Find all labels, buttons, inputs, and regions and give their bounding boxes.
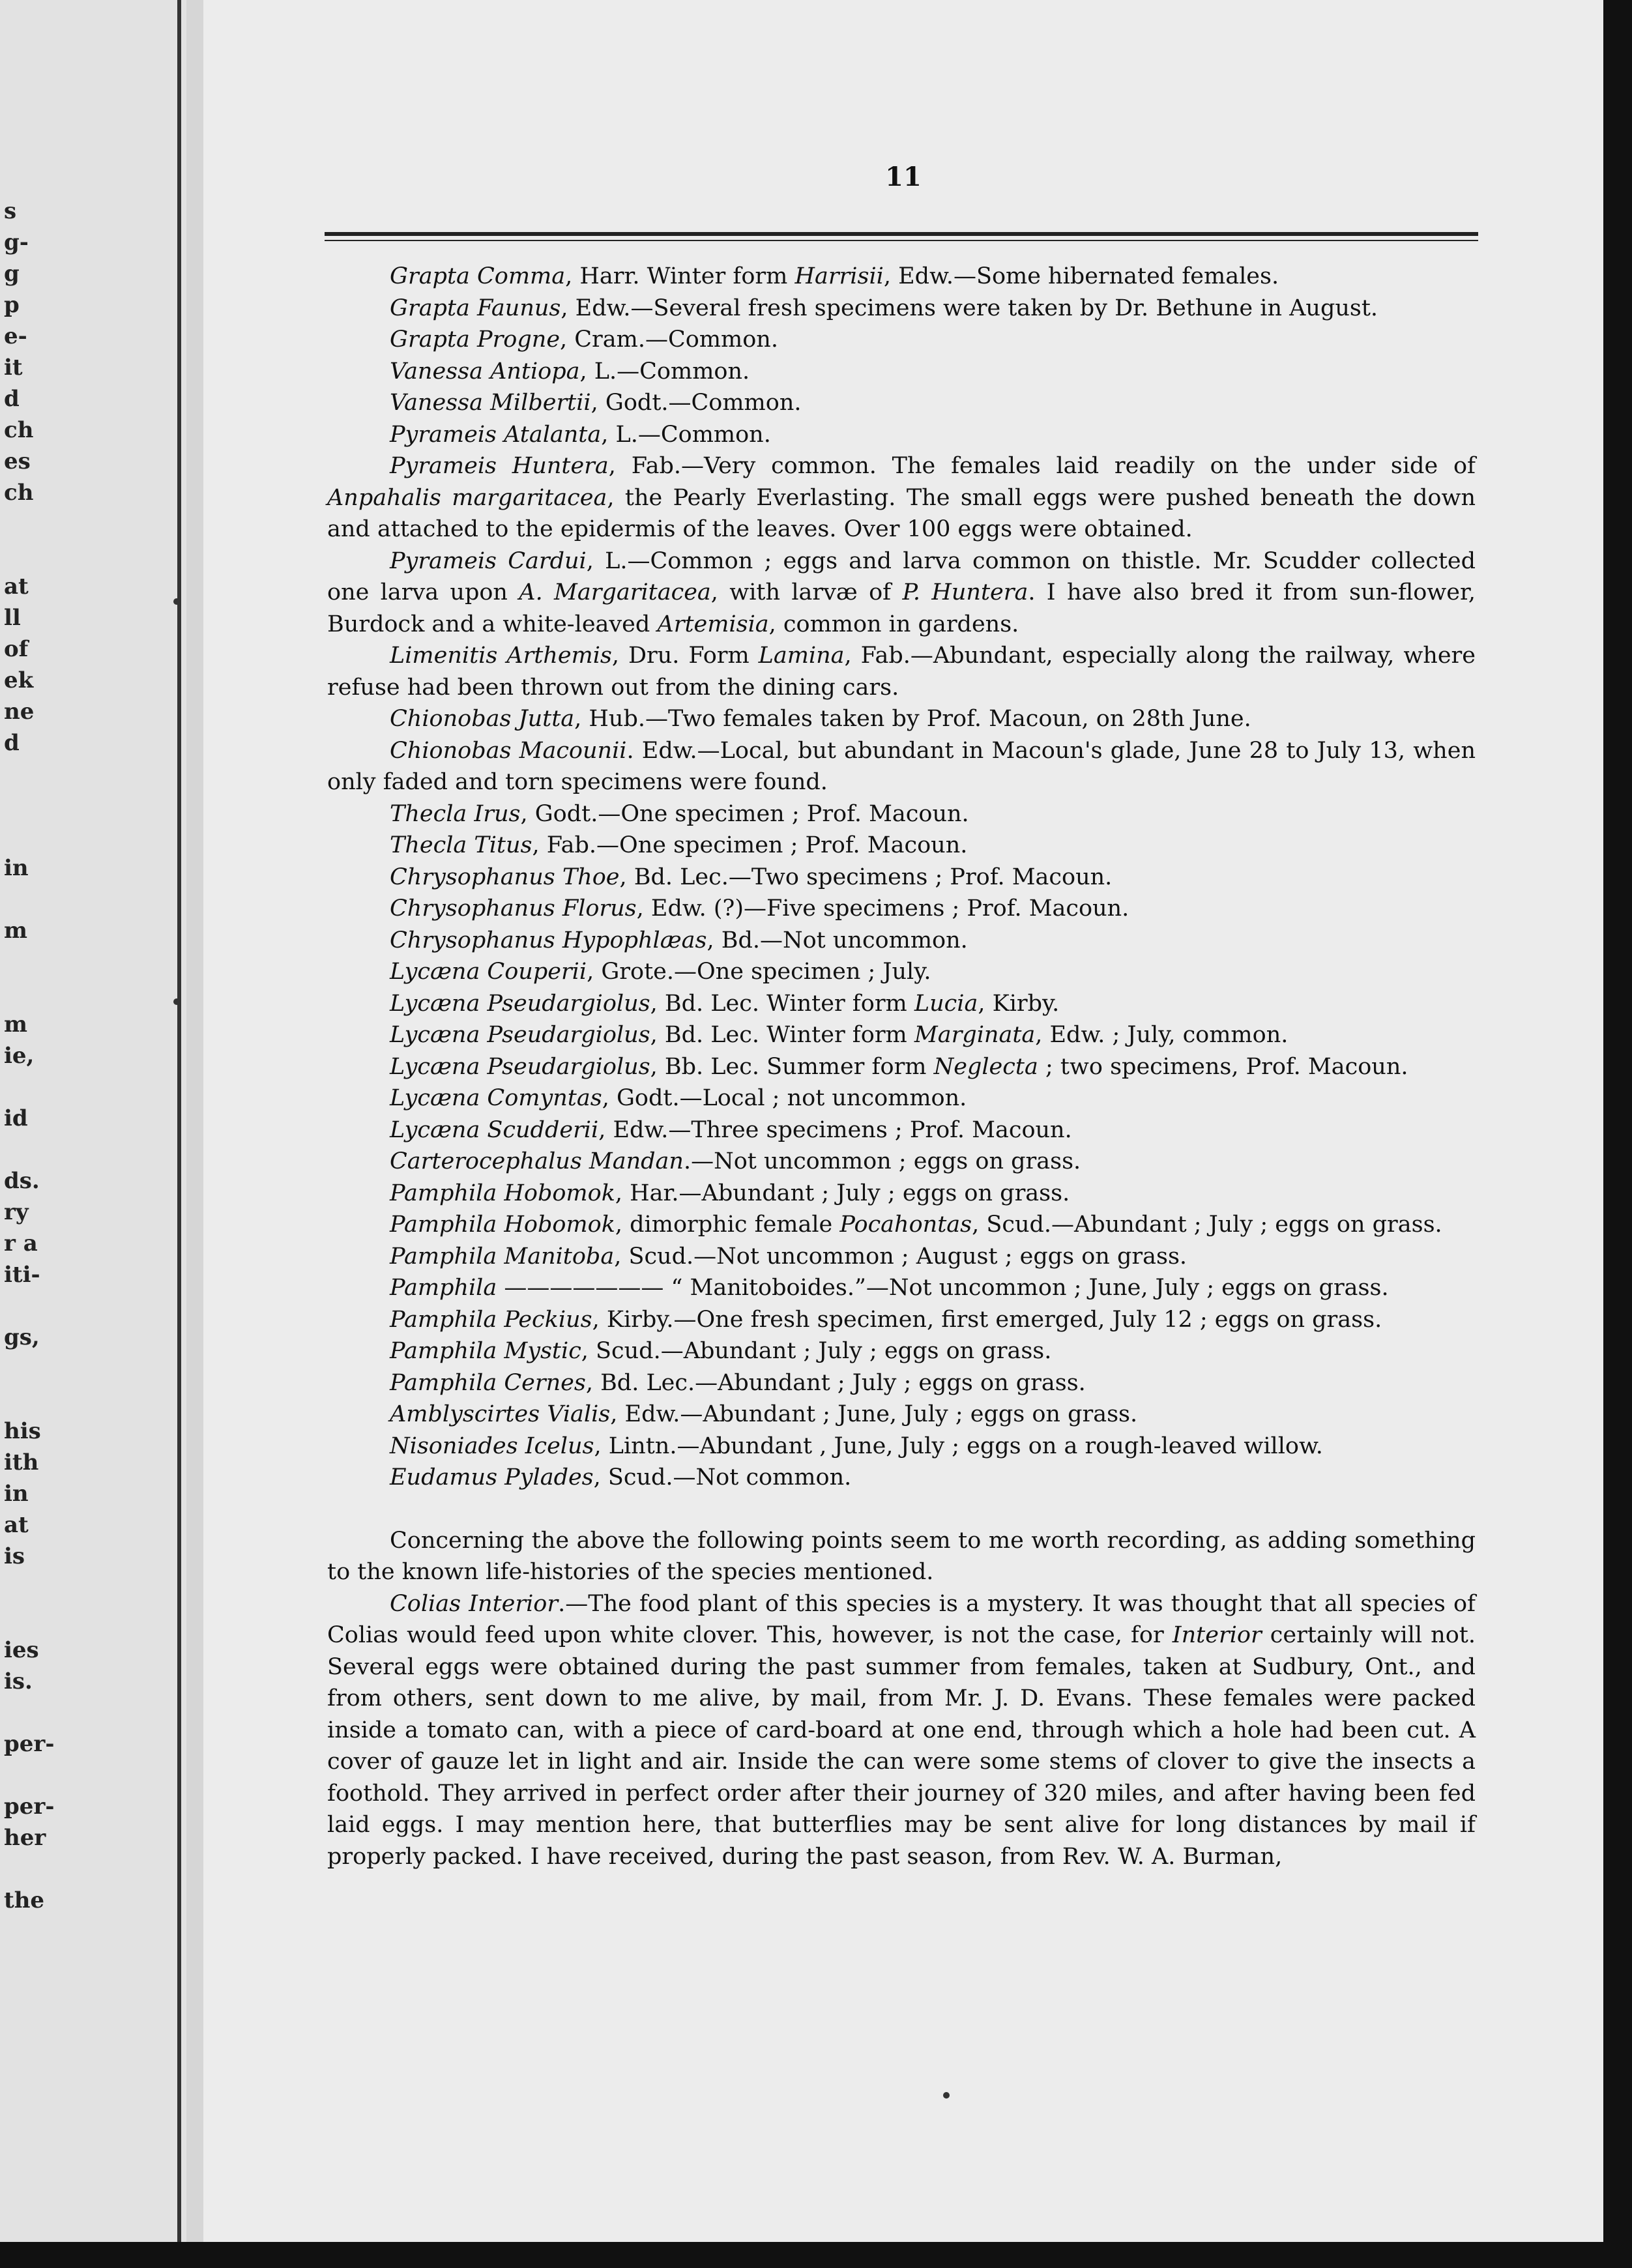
margin-fragment: his (4, 1418, 41, 1444)
italic-run: Pamphila Cernes (390, 1369, 586, 1396)
paragraph (327, 1051, 1476, 1083)
margin-fragment: d (4, 386, 20, 412)
paragraph (327, 925, 1476, 957)
paragraph (327, 261, 1476, 293)
margin-fragment (4, 508, 160, 540)
text-run: . I have also bred it from sun-flower, Burdock and a white-leaved (327, 579, 1476, 637)
italic-run: Carterocephalus Mandan (390, 1148, 684, 1174)
paragraph (327, 324, 1476, 356)
margin-fragment: ds. (4, 1168, 40, 1194)
text-run: .—The food plant of this species is a mystery. It was thought that all species of Colias would feed upon white clover. This, however, is not the case, for (327, 1590, 1476, 1648)
text-run: , Scud.—Abundant ; July ; eggs on grass. (581, 1338, 1052, 1364)
margin-fragment: id (4, 1105, 28, 1131)
previous-page-fragments (4, 196, 160, 1916)
paragraph (327, 419, 1476, 451)
paragraph (327, 1272, 1476, 1304)
margin-fragment: is (4, 1543, 25, 1569)
italic-run: Nisoniades Icelus (390, 1432, 594, 1459)
margin-fragment: ch (4, 480, 34, 506)
paragraph (327, 703, 1476, 735)
margin-fragment (4, 821, 160, 852)
text-run: ; two specimens, Prof. Macoun. (1038, 1053, 1408, 1080)
margin-fragment: m (4, 1011, 27, 1038)
margin-fragment: m (4, 918, 27, 944)
italic-run: Pamphila Hobomok (390, 1180, 615, 1206)
margin-fragment: g (4, 261, 20, 287)
text-run: , Scud.—Not uncommon ; August ; eggs on grass. (614, 1243, 1188, 1270)
text-run: , Kirby.—One fresh specimen, first emerged, July 12 ; eggs on grass. (592, 1306, 1382, 1333)
paragraph (327, 293, 1476, 325)
paragraph (327, 1399, 1476, 1431)
paragraph (327, 450, 1476, 545)
paragraph (327, 830, 1476, 862)
text-run: , Bd. Lec.—Two specimens ; Prof. Macoun. (619, 864, 1113, 890)
paragraph (327, 1588, 1476, 1873)
italic-run: Lycæna Pseudargiolus (390, 1053, 650, 1080)
margin-fragment (4, 1384, 160, 1416)
italic-run: Chrysophanus Thoe (390, 864, 620, 890)
margin-fragment: ch (4, 417, 34, 443)
text-run: , L.—Common. (601, 421, 771, 448)
text-run: , Edw.—Three specimens ; Prof. Macoun. (598, 1116, 1072, 1143)
text-run: , the Pearly Everlasting. The small eggs were pushed beneath the down and attached to the epidermis of the leaves. Over 100 eggs were obtained. (327, 484, 1476, 542)
italic-run: Grapta Comma (390, 263, 566, 289)
paragraph (327, 862, 1476, 894)
margin-fragment: iti- (4, 1262, 40, 1288)
italic-run: Pocahontas (839, 1212, 972, 1238)
italic-run: P. Huntera (902, 579, 1028, 605)
text-run: , common in gardens. (768, 611, 1019, 637)
text-run: , with larvæ of (710, 579, 903, 605)
italic-run: Vanessa Milbertii (390, 390, 591, 416)
scan-border-bottom (0, 2242, 1632, 2268)
text-run: ——————— “ Manitoboides.”—Not uncommon ; June, July ; eggs on grass. (497, 1275, 1389, 1301)
scan-border-right (1603, 0, 1632, 2268)
text-run: , Scud.—Abundant ; July ; eggs on grass. (972, 1212, 1442, 1238)
italic-run: Thecla Irus (390, 800, 521, 827)
text-run: , Har.—Abundant ; July ; eggs on grass. (615, 1180, 1070, 1206)
text-run: , Godt.—Common. (590, 390, 802, 416)
paragraph (327, 1241, 1476, 1273)
paragraph (327, 1304, 1476, 1336)
paragraph (327, 1462, 1476, 1494)
margin-fragment: in (4, 1481, 29, 1507)
margin-fragment: ll (4, 605, 21, 631)
margin-fragment (4, 1760, 160, 1791)
paragraph (327, 545, 1476, 641)
italic-run: Marginata (914, 1022, 1036, 1048)
italic-run: Grapta Progne (390, 327, 561, 353)
italic-run: Eudamus Pylades (390, 1464, 594, 1490)
paragraph (327, 1178, 1476, 1210)
margin-fragment: e- (4, 323, 27, 349)
text-run: , Kirby. (978, 990, 1060, 1017)
italic-run: Limenitis Arthemis (390, 643, 612, 669)
paragraph (327, 798, 1476, 830)
italic-run: Chrysophanus Florus (390, 895, 637, 922)
document-page (203, 0, 1603, 2242)
italic-run: Lycæna Pseudargiolus (390, 990, 650, 1017)
text-run: , Lintn.—Abundant , June, July ; eggs on a rough-leaved willow. (594, 1432, 1323, 1459)
body-text (327, 261, 1476, 1872)
italic-run: Thecla Titus (390, 832, 532, 858)
paragraph (327, 893, 1476, 925)
italic-run: Chionobas Jutta (390, 706, 575, 732)
margin-fragment (4, 1071, 160, 1103)
header-rule (325, 232, 1478, 236)
italic-run: Lycæna Pseudargiolus (390, 1022, 650, 1048)
text-run: , Edw.—Abundant ; June, July ; eggs on grass. (610, 1401, 1138, 1427)
paragraph (327, 1431, 1476, 1462)
italic-run: Chionobas Macounii (390, 737, 627, 764)
margin-fragment: her (4, 1825, 46, 1851)
margin-fragment: s (4, 198, 17, 224)
italic-run: Vanessa Antiopa (390, 358, 580, 385)
italic-run: Pyrameis Huntera (390, 453, 609, 479)
margin-fragment: in (4, 855, 29, 881)
margin-fragment: is. (4, 1668, 33, 1694)
margin-fragment (4, 1572, 160, 1603)
paragraph (327, 1114, 1476, 1146)
margin-fragment (4, 759, 160, 790)
paragraph (327, 1083, 1476, 1114)
text-run: .—Not uncommon ; eggs on grass. (683, 1148, 1081, 1174)
paragraph (327, 1525, 1476, 1588)
italic-run: Lycæna Comyntas (390, 1085, 602, 1111)
previous-page-edge (0, 0, 186, 2242)
italic-run: Grapta Faunus (390, 295, 561, 321)
margin-fragment: at (4, 1512, 29, 1538)
margin-fragment (4, 1134, 160, 1165)
margin-fragment (4, 1854, 160, 1885)
italic-run: Artemisia (657, 611, 769, 637)
text-run: . Edw.—Local, but abundant in Macoun's glade, June 28 to July 13, when only faded and torn specimens were found. (327, 737, 1476, 795)
text-run: , Bd. Lec.—Abundant ; July ; eggs on grass. (585, 1369, 1086, 1396)
margin-fragment: per- (4, 1794, 55, 1820)
margin-fragment (4, 790, 160, 821)
header-rule-thin (325, 240, 1478, 241)
text-run: , Harr. Winter form (565, 263, 795, 289)
text-run: , dimorphic female (615, 1212, 840, 1238)
page-number: 11 (885, 162, 922, 192)
text-run: Concerning the above the following points seem to me worth recording, as adding something to the known life-histories of the species mentioned. (327, 1527, 1476, 1585)
text-run: , Bd. Lec. Winter form (650, 1022, 914, 1048)
italic-run: Pamphila Manitoba (390, 1243, 615, 1270)
italic-run: Pamphila Peckius (390, 1306, 592, 1333)
paragraph (327, 735, 1476, 798)
italic-run: Pamphila Mystic (390, 1338, 581, 1364)
italic-run: Amblyscirtes Vialis (390, 1401, 611, 1427)
margin-fragment: ie, (4, 1043, 35, 1069)
text-run: , Edw.—Several fresh specimens were taken by Dr. Bethune in August. (561, 295, 1378, 321)
margin-fragment: g- (4, 229, 29, 255)
margin-fragment: the (4, 1887, 45, 1913)
margin-fragment: ies (4, 1637, 39, 1663)
text-run: , Dru. Form (611, 643, 759, 669)
text-run: , Bd. Lec. Winter form (650, 990, 914, 1017)
italic-run: Anpahalis margaritacea (327, 484, 607, 511)
text-run: , L.—Common. (579, 358, 750, 385)
margin-dot (173, 598, 180, 605)
paragraph (327, 640, 1476, 703)
text-run: , Edw. (?)—Five specimens ; Prof. Macoun. (636, 895, 1129, 922)
italic-run: Lucia (914, 990, 978, 1017)
margin-fragment: it (4, 355, 23, 381)
paragraph (327, 988, 1476, 1020)
margin-fragment: es (4, 448, 31, 474)
text-run: , Fab.—Abundant, especially along the railway, where refuse had been thrown out from the dining cars. (327, 643, 1476, 701)
paragraph (327, 1209, 1476, 1241)
italic-run: Lamina (758, 643, 845, 669)
text-run: , Edw.—Some hibernated females. (883, 263, 1279, 289)
italic-run: Pyrameis Cardui (390, 547, 587, 574)
italic-run: Neglecta (933, 1053, 1038, 1080)
text-run: , Godt.—One specimen ; Prof. Macoun. (520, 800, 969, 827)
paragraph (327, 1146, 1476, 1178)
text-run: , Grote.—One specimen ; July. (587, 959, 931, 985)
margin-fragment: at (4, 574, 29, 600)
gutter-line (177, 0, 181, 2242)
paragraph (327, 1019, 1476, 1051)
italic-run: Lycæna Couperii (390, 959, 587, 985)
margin-fragment: ith (4, 1449, 39, 1476)
margin-fragment (4, 1603, 160, 1635)
margin-fragment (4, 1353, 160, 1384)
text-run: , Fab.—Very common. The females laid readily on the under side of (608, 453, 1476, 479)
italic-run: Harrisii (794, 263, 884, 289)
text-run: , L.—Common ; eggs and larva common on thistle. Mr. Scudder collected one larva upon (327, 547, 1476, 605)
speck (943, 2092, 950, 2099)
margin-dot (173, 998, 180, 1005)
paragraph (327, 356, 1476, 388)
italic-run: Pamphila Hobomok (390, 1212, 615, 1238)
margin-fragment: p (4, 292, 20, 318)
paragraph (327, 387, 1476, 419)
margin-fragment: r a (4, 1230, 38, 1257)
italic-run: Colias Interior (390, 1590, 559, 1617)
margin-fragment: of (4, 636, 29, 662)
margin-fragment (4, 884, 160, 915)
margin-fragment: ry (4, 1199, 29, 1225)
text-run: , Hub.—Two females taken by Prof. Macoun, on 28th June. (574, 706, 1251, 732)
margin-fragment: ek (4, 667, 34, 693)
italic-run: Pyrameis Atalanta (390, 421, 602, 448)
text-run: , Scud.—Not common. (593, 1464, 852, 1490)
margin-fragment (4, 978, 160, 1009)
text-run: , Bb. Lec. Summer form (650, 1053, 934, 1080)
text-run: , Cram.—Common. (560, 327, 778, 353)
paragraph (327, 1367, 1476, 1399)
margin-fragment (4, 540, 160, 571)
paragraph (327, 1335, 1476, 1367)
paragraph (327, 956, 1476, 988)
italic-run: Lycæna Scudderii (390, 1116, 599, 1143)
text-run: certainly will not. Several eggs were obtained during the past summer from females, taken at Sudbury, Ont., and from others, sent down to me alive, by mail, from Mr. J. D. Evans. These females were packed inside a tomato can, with a piece of card-board at one end, through which a hole had been cut. A cover of gauze let in light and air. Inside the can were some stems of clover to give the insects a foothold. They arrived in perfect order after their journey of 320 miles, and after having been fed laid eggs. I may mention here, that butterflies may be sent alive for long distances by mail if properly packed. I have received, during the past season, from Rev. W. A. Burman, (327, 1622, 1476, 1870)
text-run: , Fab.—One specimen ; Prof. Macoun. (532, 832, 968, 858)
margin-fragment (4, 1290, 160, 1322)
margin-fragment (4, 946, 160, 978)
margin-fragment: per- (4, 1731, 55, 1757)
margin-fragment: d (4, 730, 20, 756)
italic-run: Interior (1172, 1622, 1262, 1648)
margin-fragment: ne (4, 699, 35, 725)
text-run: , Bd.—Not uncommon. (707, 927, 968, 953)
italic-run: Chrysophanus Hypophlæas (390, 927, 707, 953)
text-run: , Godt.—Local ; not uncommon. (602, 1085, 967, 1111)
text-run: , Edw. ; July, common. (1035, 1022, 1289, 1048)
italic-run: Pamphila (390, 1275, 497, 1301)
margin-fragment: gs, (4, 1324, 40, 1350)
italic-run: A. Margaritacea (519, 579, 711, 605)
margin-fragment (4, 1697, 160, 1728)
